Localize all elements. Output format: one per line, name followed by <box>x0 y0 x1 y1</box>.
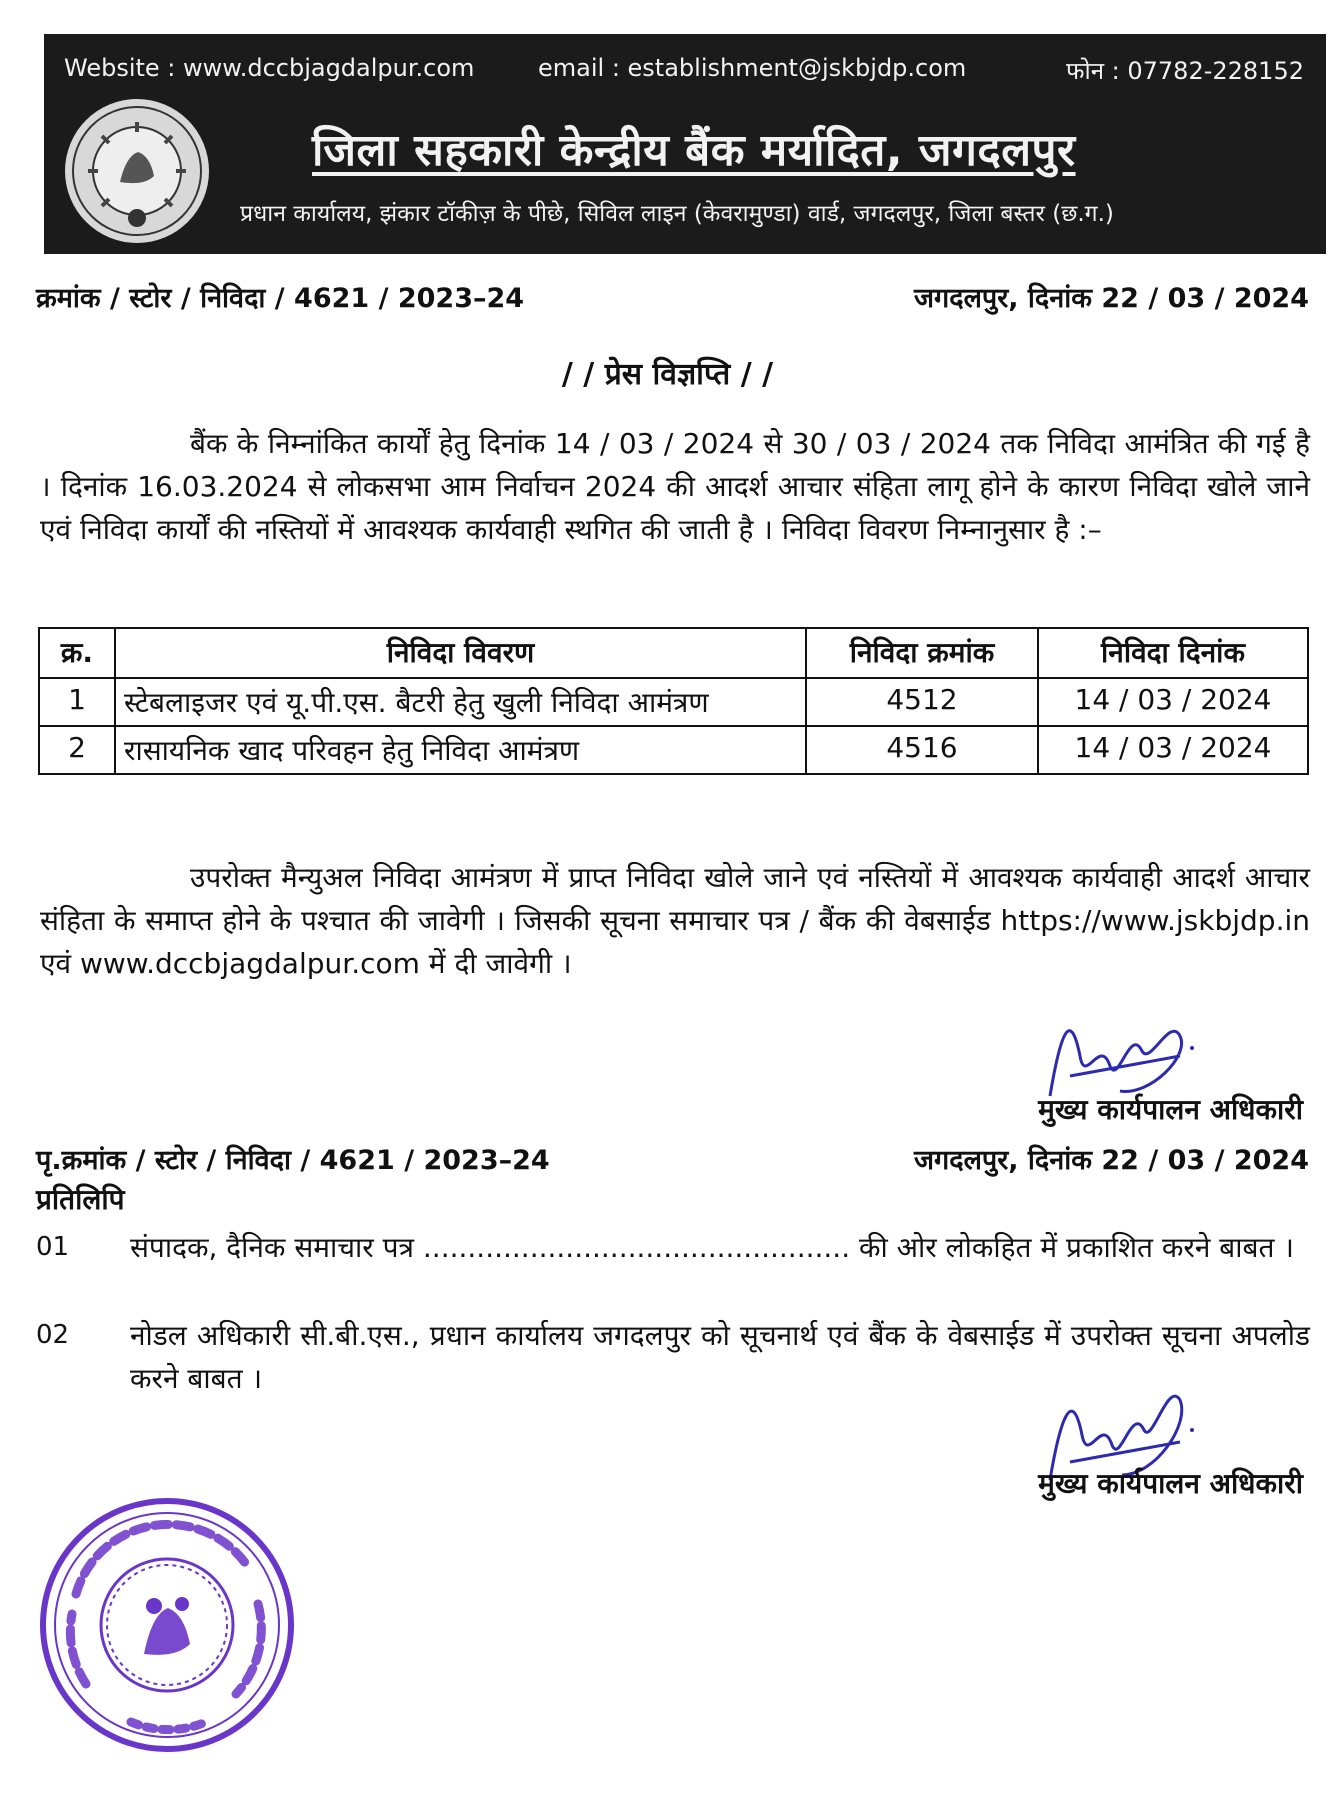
copy-reference-date: जगदलपुर, दिनांक 22 / 03 / 2024 <box>914 1145 1309 1176</box>
copy-item-text: संपादक, दैनिक समाचार पत्र ................................................ की ओर लोकहित में प्रकाशित करने बाबत । <box>130 1231 1294 1264</box>
phone-text: फोन : 07782-228152 <box>1065 57 1304 85</box>
copy-item-number: 01 <box>36 1232 70 1262</box>
row-serial: 1 <box>39 678 115 726</box>
email-text: email : establishment@jskbjdp.com <box>538 54 967 82</box>
official-stamp <box>36 1494 298 1756</box>
tender-table <box>38 627 1309 775</box>
body-paragraph-1: बैंक के निम्नांकित कार्यों हेतु दिनांक 14 / 03 / 2024 से 30 / 03 / 2024 तक निविदा आमंत्रित की गई है । दिनांक 16.03.2024 से लोकसभा आम निर्वाचन 2024 की आदर्श आचार संहिता लागू होने के कारण निविदा खोले जाने एवं निविदा कार्यों की नस्तियों में आवश्यक कार्यवाही स्थगित की जाती है । निविदा विवरण निम्नानुसार है :– <box>40 427 1310 546</box>
reference-number: क्रमांक / स्टोर / निविदा / 4621 / 2023–24 <box>36 283 525 314</box>
signatory-title: मुख्य कार्यपालन अधिकारी <box>1038 1093 1303 1126</box>
header-description: निविदा विवरण <box>115 628 806 678</box>
reference-date: जगदलपुर, दिनांक 22 / 03 / 2024 <box>914 283 1309 314</box>
row-description: रासायनिक खाद परिवहन हेतु निविदा आमंत्रण <box>115 726 806 774</box>
signatory-title: मुख्य कार्यपालन अधिकारी <box>1038 1467 1303 1500</box>
bank-address: प्रधान कार्यालय, झंकार टॉकीज़ के पीछे, सिविल लाइन (केवरामुण्डा) वार्ड, जगदलपुर, जिला बस्तर (छ.ग.) <box>240 201 1114 227</box>
table-row <box>39 678 1308 726</box>
row-serial: 2 <box>39 726 115 774</box>
header-tender-number: निविदा क्रमांक <box>806 628 1038 678</box>
table-header-row <box>39 628 1308 678</box>
bank-logo <box>62 96 212 246</box>
website-text: Website : www.dccbjagdalpur.com <box>64 54 475 82</box>
header-serial: क्र. <box>39 628 115 678</box>
table-row <box>39 726 1308 774</box>
row-tender-number: 4512 <box>806 678 1038 726</box>
row-tender-number: 4516 <box>806 726 1038 774</box>
copy-reference-number: पृ.क्रमांक / स्टोर / निविदा / 4621 / 2023–24 <box>36 1145 550 1176</box>
copy-item-number: 02 <box>36 1320 70 1350</box>
body-paragraph-2: उपरोक्त मैन्युअल निविदा आमंत्रण में प्राप्त निविदा खोले जाने एवं नस्तियों में आवश्यक कार्यवाही आदर्श आचार संहिता के समाप्त होने के पश्चात की जावेगी । जिसकी सूचना समाचार पत्र / बैंक की वेबसाईड https://www.jskbjdp.in एवं www.dccbjagdalpur.com में दी जावेगी । <box>40 861 1310 980</box>
press-release-heading: / / प्रेस विज्ञप्ति / / <box>561 357 774 392</box>
row-tender-date: 14 / 03 / 2024 <box>1038 726 1308 774</box>
row-description: स्टेबलाइजर एवं यू.पी.एस. बैटरी हेतु खुली निविदा आमंत्रण <box>115 678 806 726</box>
copy-label: प्रतिलिपि <box>36 1183 125 1216</box>
row-tender-date: 14 / 03 / 2024 <box>1038 678 1308 726</box>
letterhead <box>44 34 1326 254</box>
header-tender-date: निविदा दिनांक <box>1038 628 1308 678</box>
bank-title: जिला सहकारी केन्द्रीय बैंक मर्यादित, जगदलपुर <box>312 125 1076 176</box>
copy-item-text: नोडल अधिकारी सी.बी.एस., प्रधान कार्यालय जगदलपुर को सूचनार्थ एवं बैंक के वेबसाईड में उपरोक्त सूचना अपलोड करने बाबत । <box>130 1319 1310 1395</box>
